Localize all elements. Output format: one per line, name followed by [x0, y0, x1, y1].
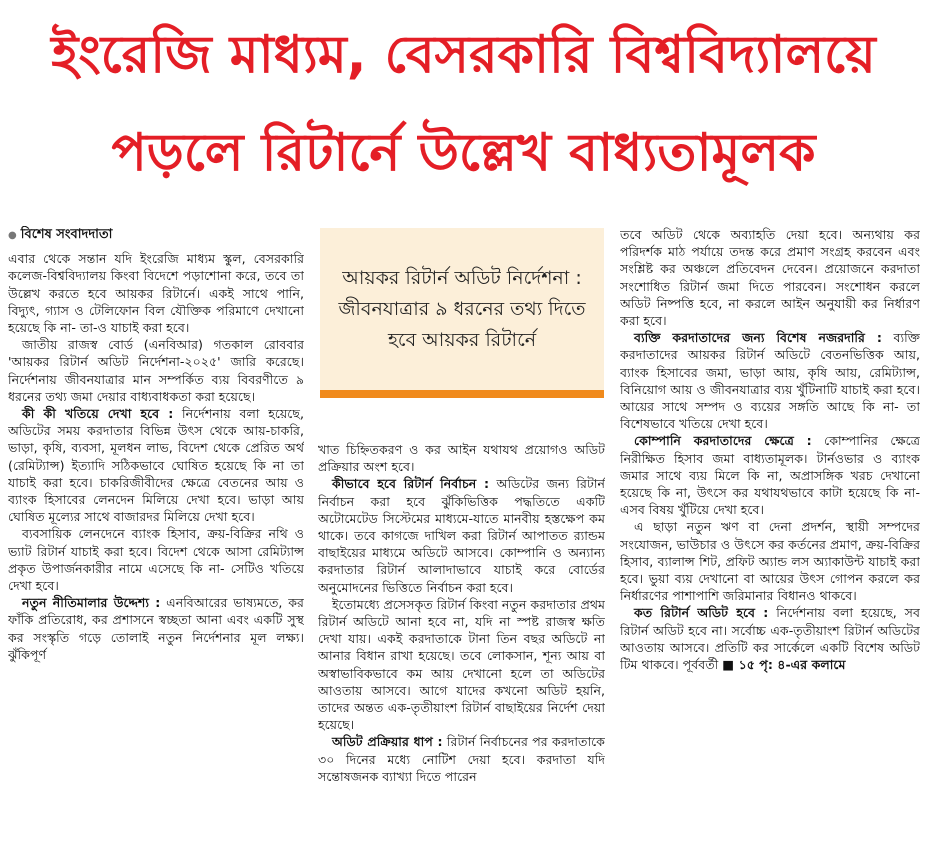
subheading: ব্যক্তি করদাতাদের জন্য বিশেষ নজরদারি :: [634, 330, 882, 346]
paragraph: এ ছাড়া নতুন ঋণ বা দেনা প্রদর্শন, স্থায়ী সম্পদের সংযোজন, ভাউচার ও উৎসে কর কর্তনের প্রমাণ, ক্রয়-বিক্রির হিসাব, ব্যালান্স শিট, প্রফিট অ্যান্ড লস অ্যাকাউন্ট যাচাই করা হবে। ভুয়া ব্যয় দেখানো বা আয়ের উৎস গোপন করলে কর নির্ধারণের পাশাপাশি জরিমানার বিধানও থাকবে।: [620, 519, 920, 604]
paragraph: [318, 475, 605, 595]
paragraph: [620, 432, 920, 518]
paragraph: ব্যবসায়িক লেনদেনে ব্যাংক হিসাব, ক্রয়-বিক্রির নথি ও ভ্যাট রিটার্ন যাচাই করা হবে। বিদেশ থেকে আসা রেমিট্যান্স প্রকৃত উপার্জনকারীর নামে এসেছে কি না- সেটিও খতিয়ে দেখা হবে।: [8, 526, 304, 594]
headline: ইংরেজি মাধ্যম, বেসরকারি বিশ্ববিদ্যালয়ে পড়লে রিটার্নে উল্লেখ বাধ্যতামূলক: [51, 25, 876, 183]
article-column-3: [620, 226, 920, 851]
paragraph: [318, 733, 605, 785]
continued-jump-line: ■ ১৫ পৃ: ৪-এর কলামে: [722, 657, 846, 673]
subheading: অডিট প্রক্রিয়ার ধাপ :: [332, 734, 443, 750]
paragraph-text: কোম্পানির ক্ষেত্রে নিরীক্ষিত হিসাব জমা বাধ্যতামূলক। টার্নওভার ও ব্যাংক জমার সাথে ব্যয় মিলে কি না, অপ্রাসঙ্গিক খরচ দেখানো হয়েছে কি না, উৎসে কর যথাযথভাবে কাটা হয়েছে কি না- এসব বিষয় খুঁটিয়ে দেখা হবে।: [620, 433, 920, 518]
highlight-box: [320, 228, 604, 398]
subheading: কীভাবে হবে রিটার্ন নির্বাচন :: [332, 476, 490, 492]
byline-text: বিশেষ সংবাদদাতা: [20, 227, 113, 242]
article-column-1: [8, 226, 304, 851]
paragraph: [8, 405, 304, 525]
subheading: কী কী খতিয়ে দেখা হবে :: [22, 406, 174, 422]
paragraph: [620, 604, 920, 673]
paragraph-text: অডিটের জন্য রিটার্ন নির্বাচন করা হবে ঝুঁকিভিত্তিক পদ্ধতিতে একটি অটোমেটেড সিস্টেমের মাধ্যমে-যাতে মানবীয় হস্তক্ষেপ কম থাকে। তবে কাগজে দাখিল করা রিটার্ন আপাতত র‍্যান্ডম বাছাইয়ের মাধ্যমে অডিটে আসবে। কোম্পানি ও অন্যান্য করদাতার রিটার্ন আলাদাভাবে যাচাই করে বোর্ডের অনুমোদনের ভিত্তিতে নির্বাচন করা হবে।: [318, 476, 605, 595]
subheading: কত রিটার্ন অডিট হবে :: [634, 605, 769, 621]
bullet-icon: ●: [8, 230, 17, 241]
paragraph: [8, 594, 304, 663]
paragraph: এবার থেকে সন্তান যদি ইংরেজি মাধ্যম স্কুল, বেসরকারি কলেজ-বিশ্ববিদ্যালয় কিংবা বিদেশে পড়াশোনা করে, তবে তা উল্লেখ করতে হবে আয়কর রিটার্নে। একই সাথে পানি, বিদ্যুৎ, গ্যাস ও টেলিফোন বিল যৌক্তিক পরিমাণে দেখানো হয়েছে কি না- তা-ও যাচাই করা হবে।: [8, 251, 304, 336]
paragraph-text: ব্যক্তি করদাতাদের আয়কর রিটার্ন অডিটে বেতনভিত্তিক আয়, ব্যাংক হিসাবের জমা, ভাড়া আয়, কৃষি আয়, রেমিট্যান্স, বিনিয়োগ আয় ও জীবনযাত্রার ব্যয় খুঁটিনাটি যাচাই করা হবে। আয়ের সাথে সম্পদ ও ব্যয়ের সঙ্গতি আছে কি না- তা বিশেষভাবে খতিয়ে দেখা হবে।: [620, 330, 920, 432]
paragraph: খাত চিহ্নিতকরণ ও কর আইন যথাযথ প্রয়োগও অডিট প্রক্রিয়ার অংশ হবে।: [318, 442, 605, 475]
highlight-text: আয়কর রিটার্ন অডিট নির্দেশনা : জীবনযাত্রার ৯ ধরনের তথ্য দিতে হবে আয়কর রিটার্নে: [338, 266, 586, 351]
paragraph-text: নির্দেশনায় বলা হয়েছে, অডিটের সময় করদাতার বিভিন্ন উৎস থেকে আয়-চাকরি, ভাড়া, কৃষি, ব্যবসা, মূলধন লাভ, বিদেশ থেকে প্রেরিত অর্থ (রেমিট্যান্স) ইত্যাদি সঠিকভাবে ঘোষিত হয়েছে কি না তা যাচাই করা হবে। চাকরিজীবীদের ক্ষেত্রে বেতনের আয় ও ব্যাংক হিসাবের লেনদেন মিলিয়ে দেখা হবে। ভাড়া আয় ঘোষিত মূল্যের সাথে বাজারদর মিলিয়ে দেখা হবে।: [8, 406, 304, 525]
paragraph-text: এনবিআরের ভাষ্যমতে, কর ফাঁকি প্রতিরোধ, কর প্রশাসনে স্বচ্ছতা আনা এবং একটি সুস্থ কর সংস্কৃতি গড়ে তোলাই নতুন নির্দেশনার মূল লক্ষ্য। ঝুঁকিপূর্ণ: [8, 595, 304, 662]
paragraph: [620, 329, 920, 432]
paragraph: তবে অডিট থেকে অব্যাহতি দেয়া হবে। অন্যথায় কর পরিদর্শক মাঠ পর্যায়ে তদন্ত করে প্রমাণ সংগ্রহ করবেন এবং সংশ্লিষ্ট কর অঞ্চলে প্রতিবেদন দেবেন। প্রয়োজনে করদাতা সংশোধিত রিটার্ন জমা দিতে পারবেন। সংশোধন করলে অডিট নিষ্পত্তি হবে, না করলে আইন অনুযায়ী কর নির্ধারণ করা হবে।: [620, 227, 920, 329]
paragraph: ইতোমধ্যে প্রসেসকৃত রিটার্ন কিংবা নতুন করদাতার প্রথম রিটার্ন অডিটে আনা হবে না, যদি না স্পষ্ট রাজস্ব ক্ষতি দেখা যায়। একই করদাতাকে টানা তিন বছর অডিটে না আনার বিধান রাখা হয়েছে। তবে লোকসান, শূন্য আয় বা অস্বাভাবিকভাবে কম আয় দেখানো হলে তা অডিটের আওতায় আসবে। আগে যাদের কখনো অডিট হয়নি, তাদের অন্তত এক-তৃতীয়াংশ রিটার্ন বাছাইয়ের নির্দেশ দেয়া হয়েছে।: [318, 596, 605, 733]
article-column-2: [318, 441, 605, 851]
subheading: নতুন নীতিমালার উদ্দেশ্য :: [22, 595, 161, 611]
byline: [8, 226, 304, 244]
paragraph-text: রিটার্ন নির্বাচনের পর করদাতাকে ৩০ দিনের মধ্যে নোটিশ দেয়া হবে। করদাতা যদি সন্তোষজনক ব্যাখ্যা দিতে পারেন: [318, 734, 605, 784]
subheading: কোম্পানি করদাতাদের ক্ষেত্রে :: [634, 433, 812, 449]
paragraph: জাতীয় রাজস্ব বোর্ড (এনবিআর) গতকাল রোববার 'আয়কর রিটার্ন অডিট নির্দেশনা-২০২৫' জারি করেছে। নির্দেশনায় জীবনযাত্রার মান সম্পর্কিত ব্যয় বিবরণীতে ৯ ধরনের তথ্য জমা দেয়ার বাধ্যবাধকতা করা হয়েছে।: [8, 337, 304, 404]
paragraph-text: নির্দেশনায় বলা হয়েছে, সব রিটার্ন অডিট হবে না। সর্বোচ্চ এক-তৃতীয়াংশ রিটার্ন অডিটের আওতায় আসবে। প্রতিটি কর সার্কেলে একটি বিশেষ অডিট টিম থাকবে। পূর্ববর্তী: [620, 605, 920, 673]
